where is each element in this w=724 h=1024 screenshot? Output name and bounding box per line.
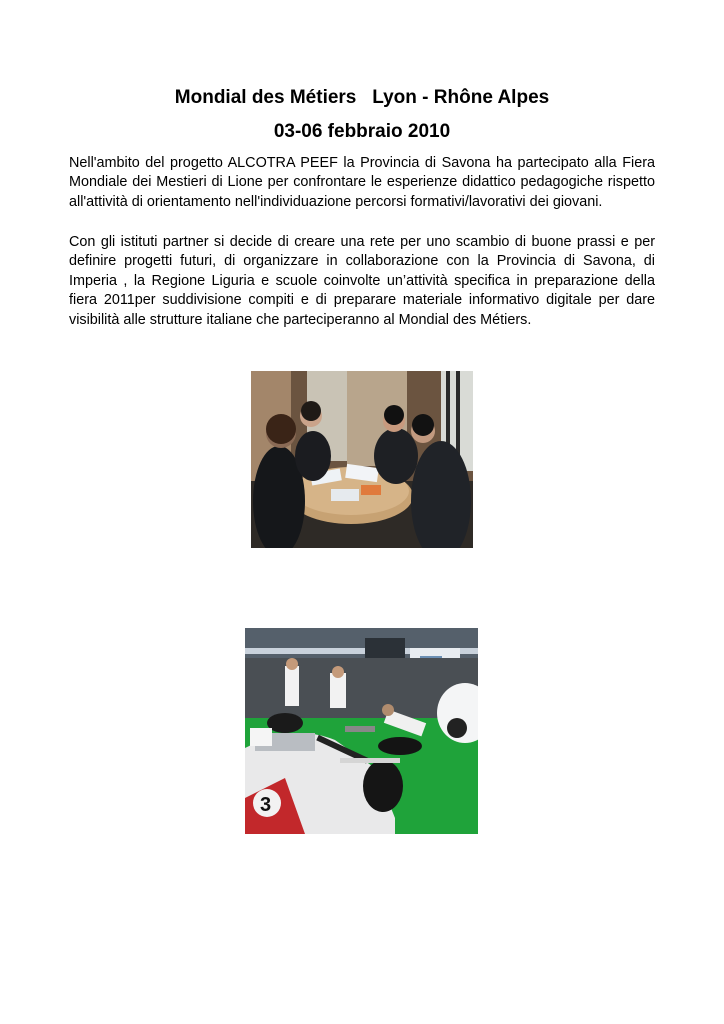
svg-text:3: 3 bbox=[260, 794, 272, 816]
meeting-photo bbox=[251, 371, 473, 548]
race-car-photo bbox=[245, 628, 478, 834]
paragraph-network: Con gli istituti partner si decide di creare una rete per uno scambio di buone prassi e per definire progetti futuri, di organizzare in collaborazione con la Provincia di Savona, di Imperia , la Regione Liguria e scuole coinvolte un’attività specifica in preparazione della fiera 2011per suddivisione compiti e di preparare materiale informativo digitale per dare visibilità alle strutture italiane che parteciperanno al Mondial des Métiers. bbox=[69, 234, 655, 328]
document-title: Mondial des Métiers Lyon - Rhône Alpes bbox=[174, 87, 550, 108]
document-date: 03-06 febbraio 2010 bbox=[273, 121, 451, 142]
paragraph-intro: Nell'ambito del progetto ALCOTRA PEEF la Provincia di Savona ha partecipato alla Fiera Mondiale dei Mestieri di Lione per confrontare le esperienze didattico pedagogiche rispetto all'attività di orientamento nell'individuazione percorsi formativi/lavorativi dei giovani. bbox=[69, 155, 655, 210]
